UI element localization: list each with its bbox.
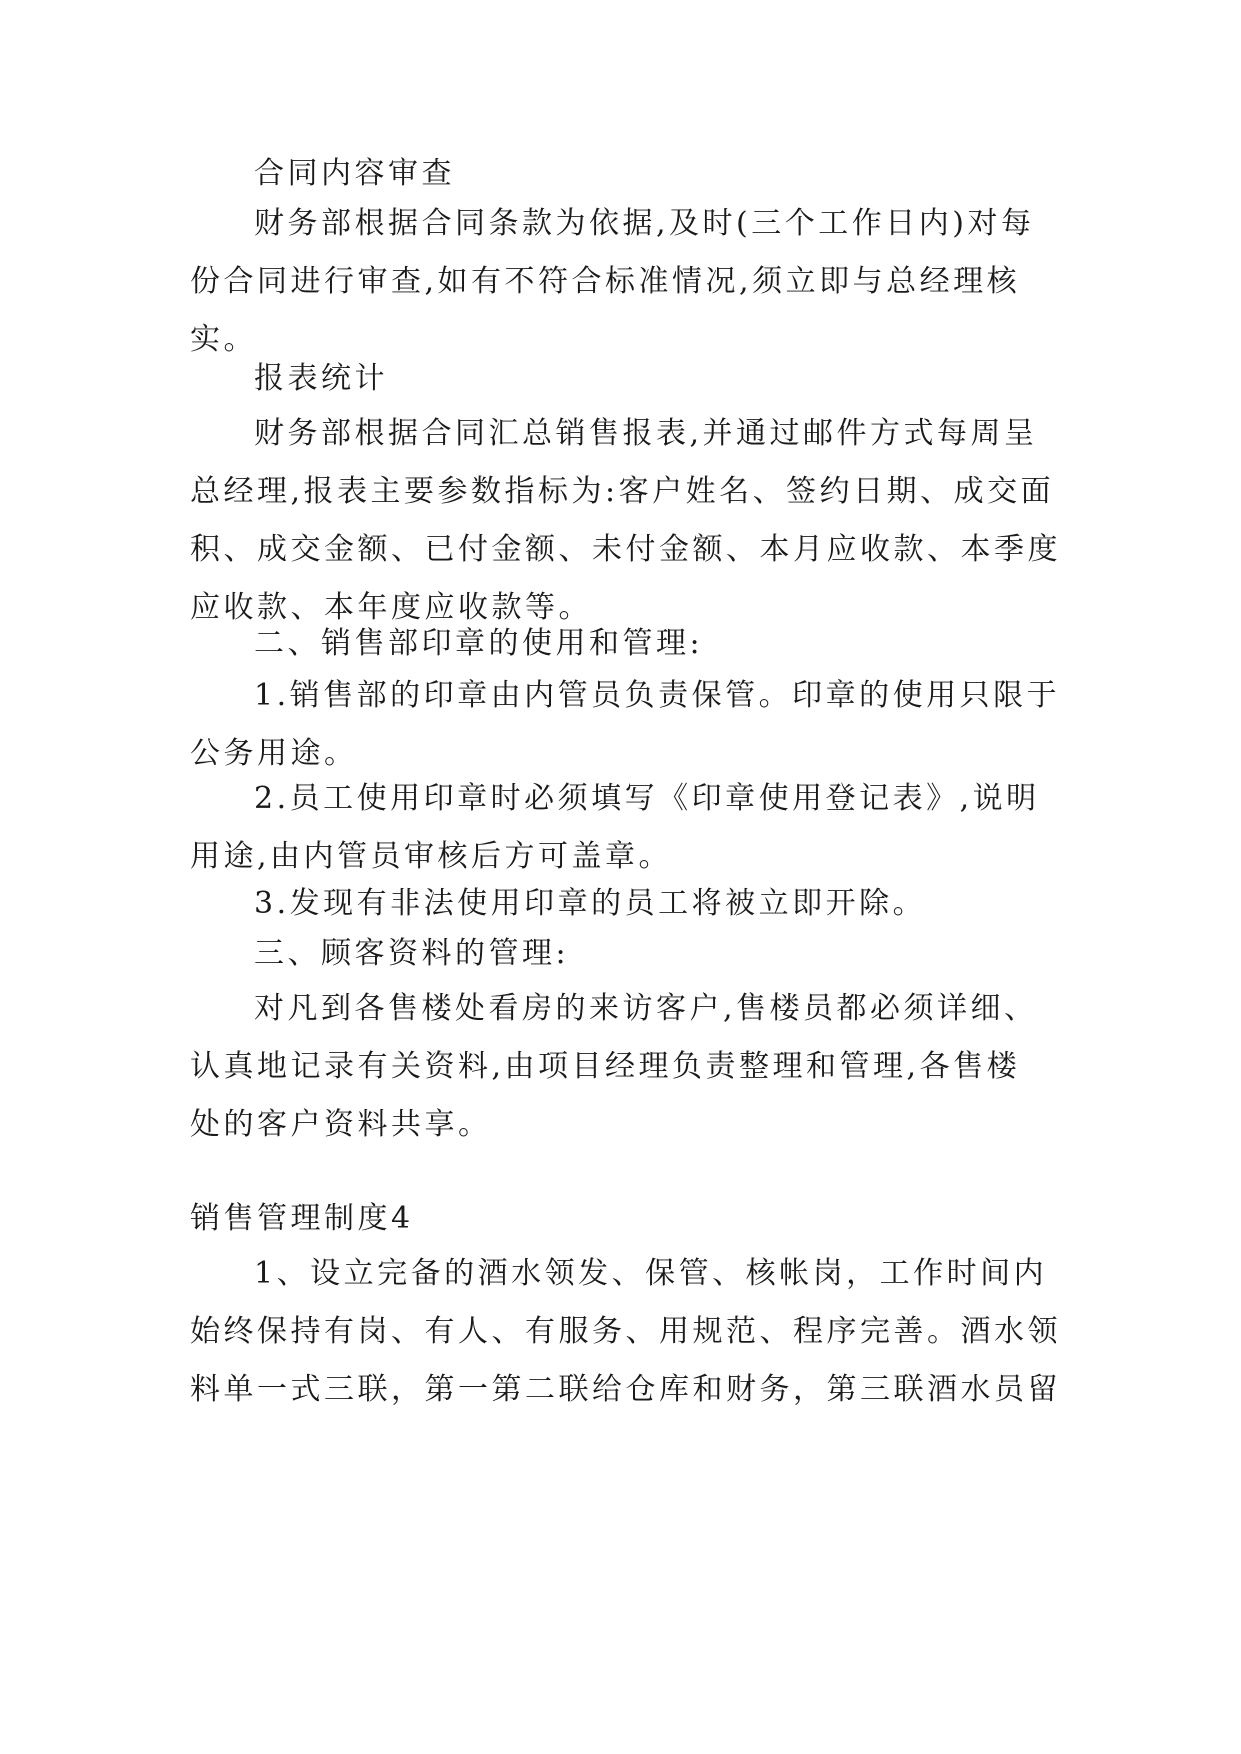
- text-line: 销售管理制度4: [190, 1201, 414, 1236]
- text-line: 实。: [190, 322, 257, 357]
- text-line: 处的客户资料共享。: [190, 1107, 492, 1142]
- paragraph-customer-data: [190, 980, 1050, 1154]
- text-line: 二、销售部印章的使用和管理:: [254, 626, 704, 661]
- text-line: 1.销售部的印章由内管员负责保管。印章的使用只限于: [254, 678, 1061, 713]
- text-line: 对凡到各售楼处看房的来访客户,售楼员都必须详细、: [254, 991, 1038, 1026]
- text-line: 公务用途。: [190, 736, 358, 771]
- text-line: 2.员工使用印章时必须填写《印章使用登记表》,说明: [254, 781, 1040, 816]
- text-line: 3.发现有非法使用印章的员工将被立即开除。: [254, 886, 927, 921]
- text-line: 积、成交金额、已付金额、未付金额、本月应收款、本季度: [190, 532, 1061, 567]
- text-line: 始终保持有岗、有人、有服务、用规范、程序完善。酒水领: [190, 1314, 1061, 1349]
- text-line: 报表统计: [254, 361, 388, 396]
- text-line: 1、设立完备的酒水领发、保管、核帐岗，工作时间内: [254, 1256, 1048, 1291]
- heading-report-statistics: [190, 350, 1050, 408]
- paragraph-beverage-management: [190, 1245, 1061, 1419]
- list-item-seal-2: [190, 770, 1050, 886]
- section-title-sales-policy-4: [190, 1190, 1050, 1248]
- list-item-seal-1: [190, 667, 1061, 783]
- heading-seal-management: [190, 615, 1050, 673]
- text-line: 合同内容审查: [254, 156, 455, 191]
- text-line: 份合同进行审查,如有不符合标准情况,须立即与总经理核: [190, 264, 1021, 299]
- text-line: 财务部根据合同条款为依据,及时(三个工作日内)对每: [254, 206, 1035, 241]
- text-line: 认真地记录有关资料,由项目经理负责整理和管理,各售楼: [190, 1049, 1021, 1084]
- text-line: 总经理,报表主要参数指标为:客户姓名、签约日期、成交面: [190, 474, 1055, 509]
- paragraph-contract-review: [190, 195, 1050, 369]
- text-line: 料单一式三联，第一第二联给仓库和财务，第三联酒水员留: [190, 1372, 1061, 1407]
- paragraph-report-statistics: [190, 405, 1061, 637]
- text-line: 用途,由内管员审核后方可盖章。: [190, 839, 673, 874]
- text-line: 三、顾客资料的管理:: [254, 936, 570, 971]
- text-line: 应收款、本年度应收款等。: [190, 590, 592, 625]
- heading-customer-data: [190, 925, 1050, 983]
- text-line: 财务部根据合同汇总销售报表,并通过邮件方式每周呈: [254, 416, 1038, 451]
